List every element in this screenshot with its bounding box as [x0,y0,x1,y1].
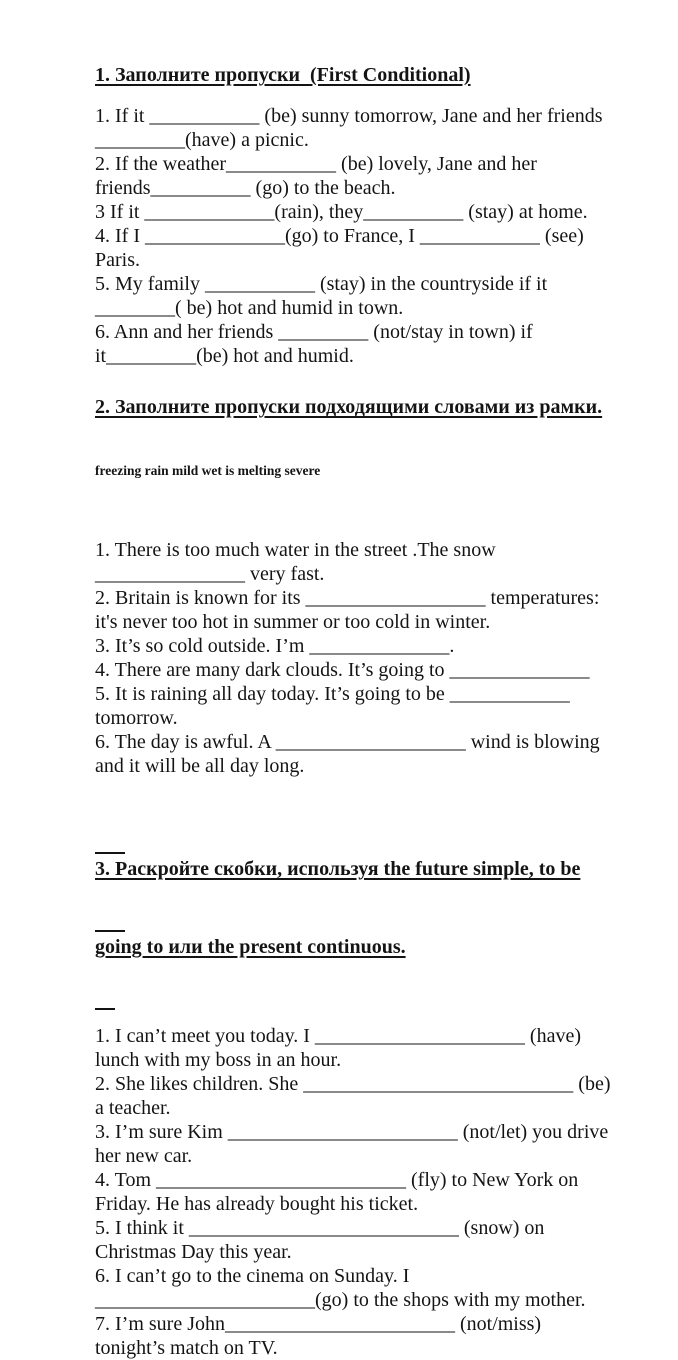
exercise-line: 5. My family ___________ (stay) in the countryside if it [95,273,548,295]
exercise-2-title: 2. Заполните пропуски подходящими словами из рамки. [95,396,603,418]
exercise-line: 7. I’m sure John_______________________ (not/miss) [95,1313,542,1335]
exercise-line: her new car. [95,1145,193,1167]
exercise-line: ______________________(go) to the shops with my mother. [95,1289,586,1311]
exercise-line: Friday. He has already bought his ticket. [95,1193,419,1215]
exercise-line: friends__________ (go) to the beach. [95,177,396,199]
exercise-line: and it will be all day long. [95,755,305,777]
exercise-line: 3 If it _____________(rain), they__________ (stay) at home. [95,201,588,223]
exercise-1-body [95,104,648,368]
exercise-3-title-line-1: 3. Раскройте скобки, используя the future simple, to be [95,858,581,880]
exercise-line: 1. If it ___________ (be) sunny tomorrow, Jane and her friends [95,105,603,127]
exercise-line: 2. She likes children. She ___________________________ (be) [95,1073,611,1095]
exercise-line: tomorrow. [95,707,178,729]
exercise-2-body [95,538,648,778]
exercise-line: tonight’s match on TV. [95,1337,278,1359]
exercise-3-title-line-2: going to или the present continuous. [95,936,406,958]
exercise-line: 2. Britain is known for its __________________ temperatures: [95,587,600,609]
exercise-line: 6. Ann and her friends _________ (not/stay in town) if [95,321,533,343]
exercise-line: 4. If I ______________(go) to France, I ____________ (see) [95,225,584,247]
exercise-line: _______________ very fast. [95,563,325,585]
exercise-line: 4. Tom _________________________ (fly) to New York on [95,1169,579,1191]
exercise-line: 6. I can’t go to the cinema on Sunday. I [95,1265,410,1287]
exercise-line: 4. There are many dark clouds. It’s going to ______________ [95,659,590,681]
exercise-line: Christmas Day this year. [95,1241,292,1263]
exercise-2-section [95,394,648,778]
exercise-line: 1. I can’t meet you today. I _____________________ (have) [95,1025,582,1047]
exercise-line: 1. There is too much water in the street .The snow [95,539,496,561]
exercise-3-title [95,804,648,1012]
exercise-line: 2. If the weather___________ (be) lovely, Jane and her [95,153,537,175]
exercise-line: 5. It is raining all day today. It’s going to be ____________ [95,683,570,705]
exercise-line: ________( be) hot and humid in town. [95,297,404,319]
exercise-3-section [95,804,648,1360]
exercise-line: _________(have) a picnic. [95,129,309,151]
exercise-line: lunch with my boss in an hour. [95,1049,342,1071]
exercise-1-section [95,62,648,368]
exercise-line: 3. It’s so cold outside. I’m ______________. [95,635,455,657]
exercise-3-body [95,1024,648,1360]
exercise-line: it's never too hot in summer or too cold in winter. [95,611,491,633]
exercise-line: a teacher. [95,1097,171,1119]
exercise-line: it_________(be) hot and humid. [95,345,354,367]
exercise-line: Paris. [95,249,140,271]
exercise-line: 3. I’m sure Kim _______________________ (not/let) you drive [95,1121,609,1143]
exercise-line: 5. I think it ___________________________ (snow) on [95,1217,545,1239]
exercise-1-title: 1. Заполните пропуски (First Conditional) [95,64,471,86]
exercise-line: 6. The day is awful. A ___________________ wind is blowing [95,731,600,753]
word-bank: freezing rain mild wet is melting severe [95,463,321,478]
